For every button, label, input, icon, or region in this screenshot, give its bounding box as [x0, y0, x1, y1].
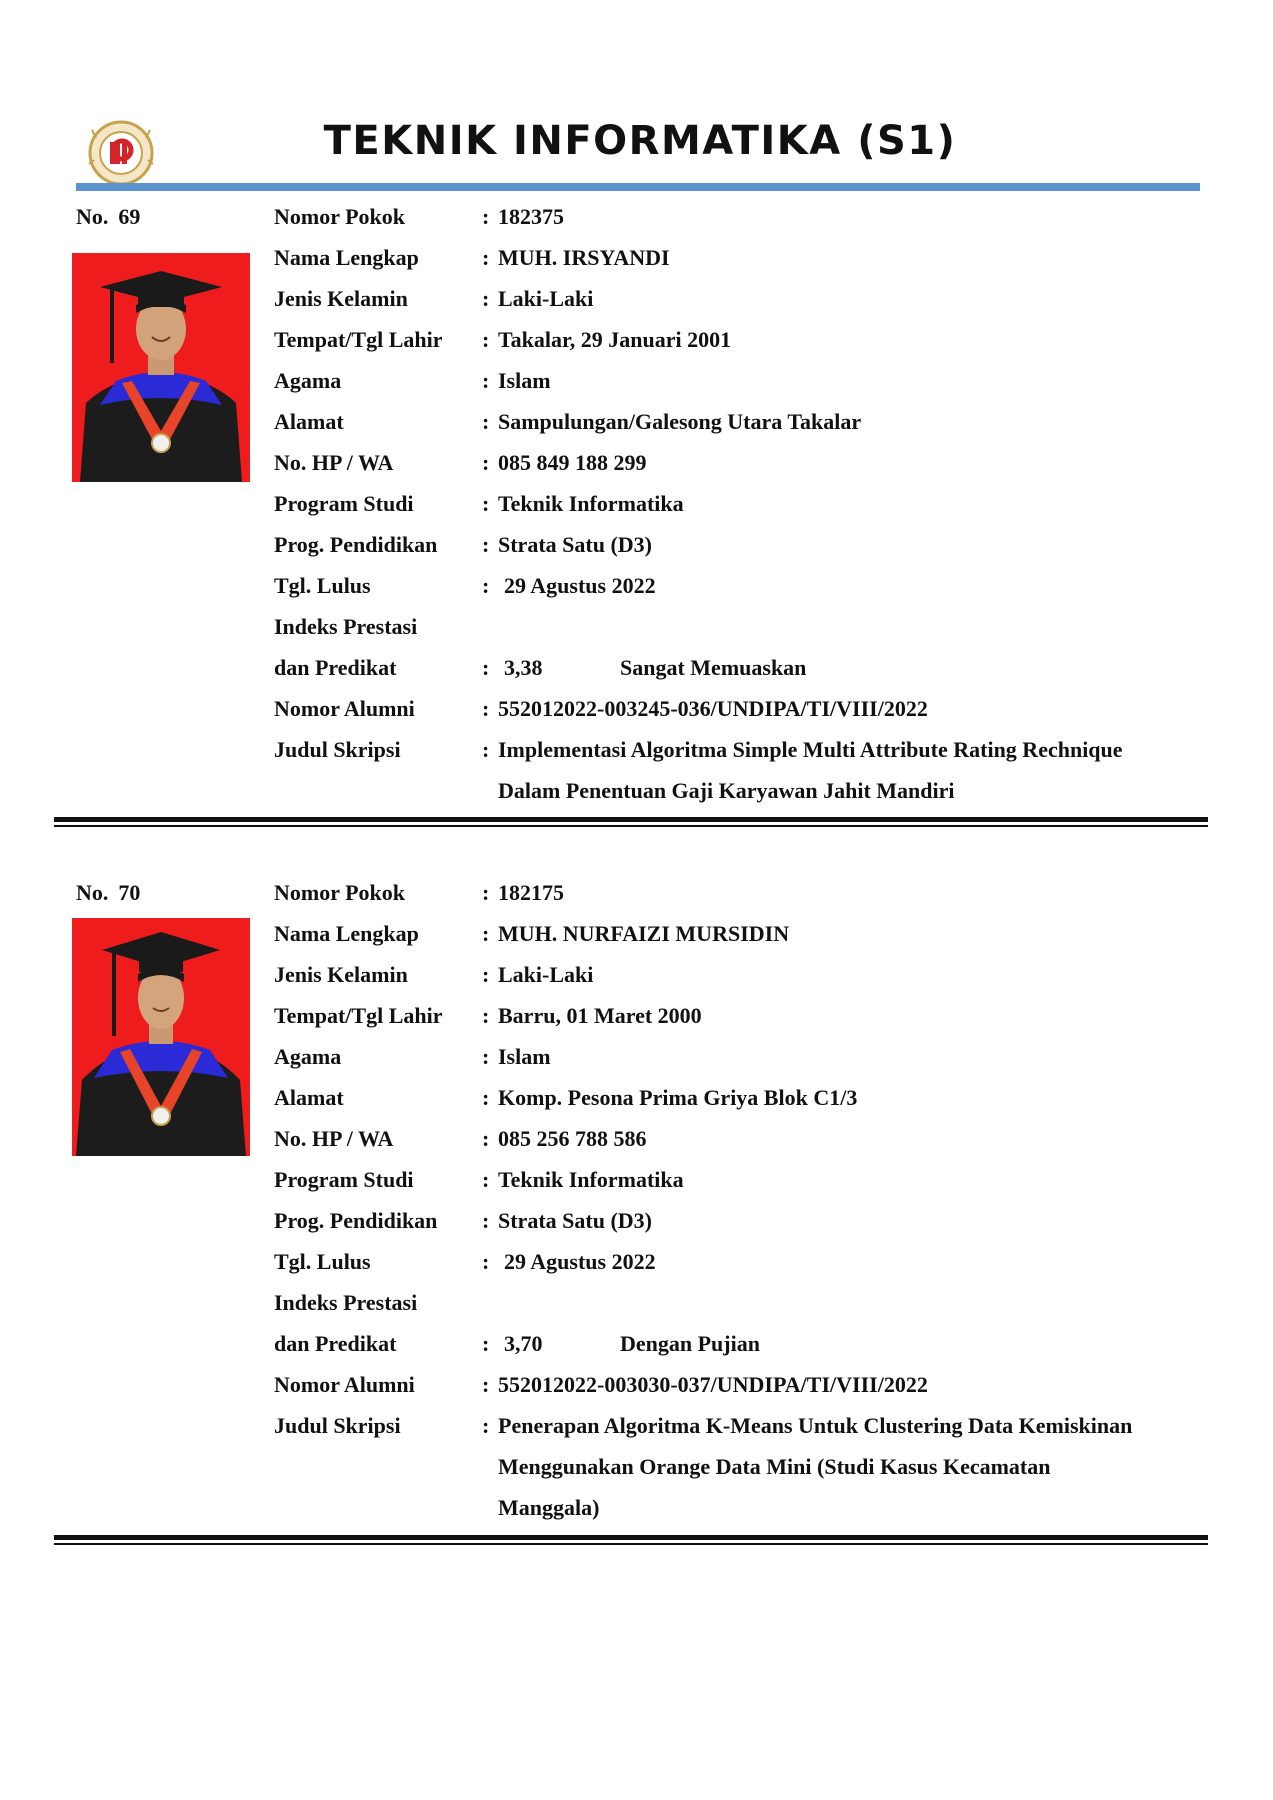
field-no-hp: No. HP / WA : 085 256 788 586 — [274, 1126, 647, 1151]
field-alamat: Alamat : Sampulungan/Galesong Utara Takalar — [274, 409, 862, 434]
section-divider-thick — [54, 1535, 1208, 1540]
field-agama: Agama : Islam — [274, 1044, 551, 1069]
field-judul-skripsi: Judul Skripsi : Penerapan Algoritma K-Means Untuk Clustering Data Kemiskinan — [274, 1413, 1133, 1438]
field-nomor-alumni: Nomor Alumni : 552012022-003245-036/UNDIPA/TI/VIII/2022 — [274, 696, 928, 721]
field-nama-lengkap: Nama Lengkap : MUH. NURFAIZI MURSIDIN — [274, 921, 790, 946]
university-logo-icon — [88, 120, 154, 186]
field-agama: Agama : Islam — [274, 368, 551, 393]
field-nama-lengkap: Nama Lengkap : MUH. IRSYANDI — [274, 245, 670, 270]
section-divider-thick — [54, 817, 1208, 822]
field-judul-skripsi-cont: Dalam Penentuan Gaji Karyawan Jahit Mandiri — [498, 778, 955, 803]
section-divider-thin — [54, 825, 1208, 827]
field-judul-skripsi-cont: Menggunakan Orange Data Mini (Studi Kasus Kecamatan — [498, 1454, 1051, 1479]
graduate-portrait-photo — [72, 918, 250, 1156]
page-title: TEKNIK INFORMATIKA (S1) — [323, 118, 957, 164]
field-jenis-kelamin: Jenis Kelamin : Laki-Laki — [274, 286, 594, 311]
field-program-studi: Program Studi : Teknik Informatika — [274, 1167, 684, 1192]
field-indeks-prestasi: Indeks Prestasi — [274, 614, 418, 639]
field-indeks-prestasi: Indeks Prestasi — [274, 1290, 418, 1315]
field-prog-pendidikan: Prog. Pendidikan : Strata Satu (D3) — [274, 1208, 652, 1233]
field-judul-skripsi: Judul Skripsi : Implementasi Algoritma Simple Multi Attribute Rating Rechnique — [274, 737, 1123, 762]
title-divider — [76, 183, 1200, 191]
field-jenis-kelamin: Jenis Kelamin : Laki-Laki — [274, 962, 594, 987]
field-nomor-pokok: Nomor Pokok : 182375 — [274, 204, 564, 229]
field-judul-skripsi-cont: Manggala) — [498, 1495, 600, 1520]
field-dan-predikat: dan Predikat : 3,70 Dengan Pujian — [274, 1331, 760, 1356]
field-tempat-tgl-lahir: Tempat/Tgl Lahir : Barru, 01 Maret 2000 — [274, 1003, 702, 1028]
field-tgl-lulus: Tgl. Lulus : 29 Agustus 2022 — [274, 1249, 656, 1274]
graduate-portrait-photo — [72, 253, 250, 482]
entry-number: No. 70 — [76, 880, 141, 905]
field-alamat: Alamat : Komp. Pesona Prima Griya Blok C1/3 — [274, 1085, 858, 1110]
field-nomor-alumni: Nomor Alumni : 552012022-003030-037/UNDIPA/TI/VIII/2022 — [274, 1372, 928, 1397]
field-no-hp: No. HP / WA : 085 849 188 299 — [274, 450, 647, 475]
field-program-studi: Program Studi : Teknik Informatika — [274, 491, 684, 516]
field-tgl-lulus: Tgl. Lulus : 29 Agustus 2022 — [274, 573, 656, 598]
section-divider-thin — [54, 1543, 1208, 1545]
field-nomor-pokok: Nomor Pokok : 182175 — [274, 880, 564, 905]
field-tempat-tgl-lahir: Tempat/Tgl Lahir : Takalar, 29 Januari 2001 — [274, 327, 732, 352]
field-prog-pendidikan: Prog. Pendidikan : Strata Satu (D3) — [274, 532, 652, 557]
entry-number: No. 69 — [76, 204, 141, 229]
graduate-details — [274, 204, 1214, 819]
graduate-details — [274, 880, 1214, 1536]
field-dan-predikat: dan Predikat : 3,38 Sangat Memuaskan — [274, 655, 807, 680]
